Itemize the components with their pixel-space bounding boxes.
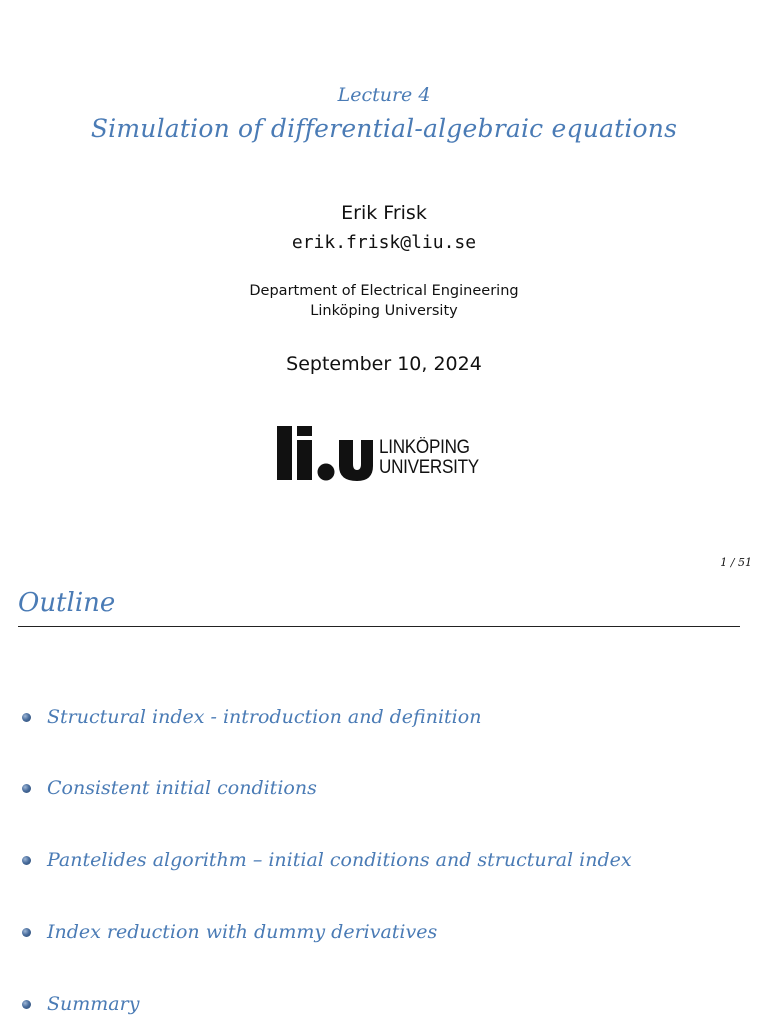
logo-text-line2: UNIVERSITY <box>379 457 479 478</box>
logo-text-line1: LINKÖPING <box>379 437 470 458</box>
liu-logo <box>277 426 493 482</box>
heading-rule <box>18 626 740 627</box>
outline-item-text: Structural index - introduction and definition <box>47 706 482 728</box>
university: Linköping University <box>310 303 458 319</box>
department: Department of Electrical Engineering <box>249 283 519 299</box>
outline-item[interactable] <box>22 989 139 1019</box>
bullet-icon <box>22 856 31 865</box>
outline-item[interactable] <box>22 845 632 875</box>
bullet-icon <box>22 928 31 937</box>
outline-slide <box>0 580 768 1024</box>
bullet-icon <box>22 1000 31 1009</box>
bullet-icon <box>22 713 31 722</box>
bullet-icon <box>22 784 31 793</box>
lecture-title: Simulation of differential-algebraic equations <box>90 114 678 143</box>
page-number: 1 / 51 <box>720 556 752 569</box>
liu-logo-mark <box>277 426 373 482</box>
outline-item-text: Consistent initial conditions <box>47 777 317 799</box>
lecture-date: September 10, 2024 <box>286 353 482 375</box>
author-name: Erik Frisk <box>341 202 427 224</box>
author-email: erik.frisk@liu.se <box>291 232 477 253</box>
outline-heading: Outline <box>18 588 116 618</box>
outline-item-text: Index reduction with dummy derivatives <box>47 921 438 943</box>
outline-item-text: Pantelides algorithm – initial conditions and structural index <box>47 849 632 871</box>
outline-item-text: Summary <box>47 993 140 1015</box>
lecture-label: Lecture 4 <box>337 84 431 106</box>
liu-logo-text <box>379 438 479 478</box>
outline-item[interactable] <box>22 917 437 947</box>
outline-item[interactable] <box>22 773 317 803</box>
outline-item[interactable] <box>22 702 481 732</box>
